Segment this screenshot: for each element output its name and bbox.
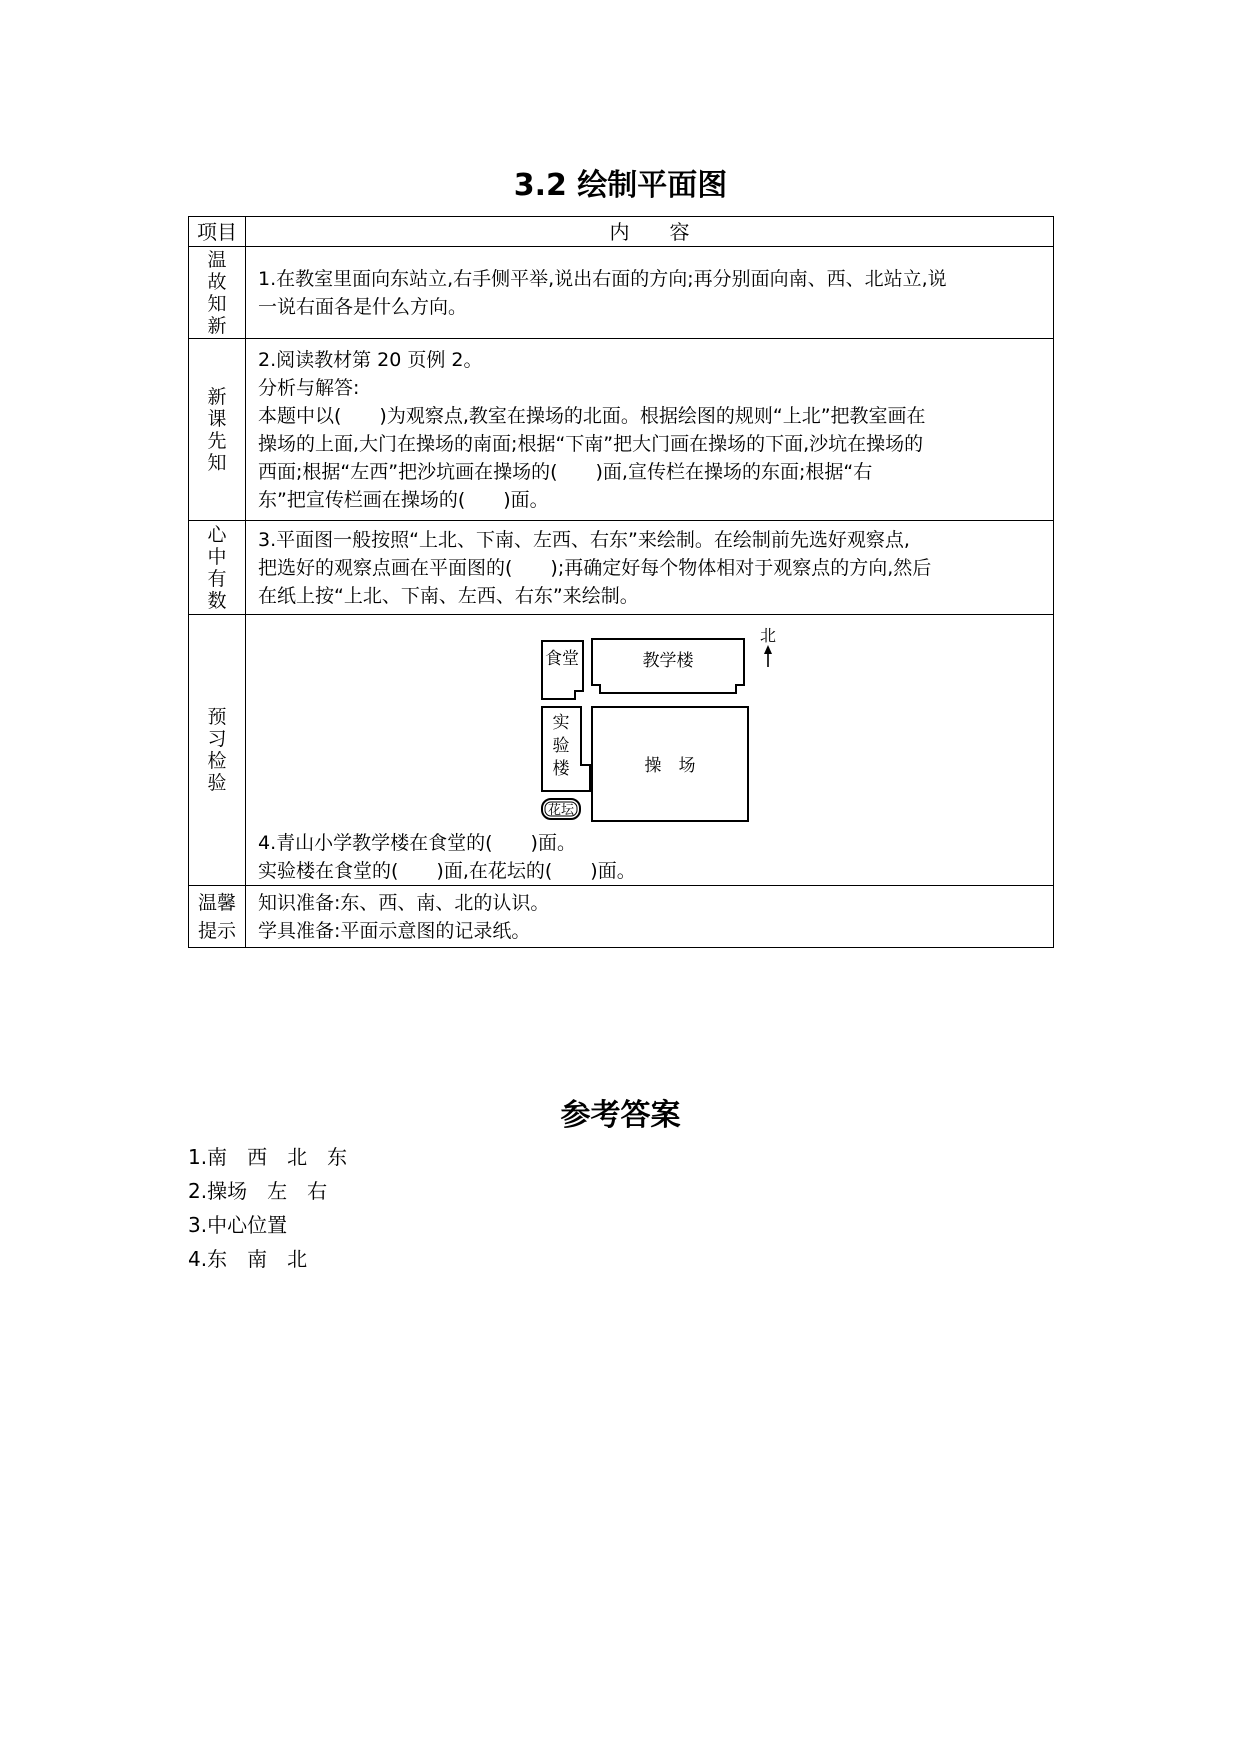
answer-item: 3.中心位置 <box>188 1213 288 1237</box>
row-label-char: 课 <box>207 407 227 430</box>
row-label <box>189 521 246 615</box>
content-line: 一说右面各是什么方向。 <box>258 295 468 318</box>
answer-item: 2.操场 左 右 <box>188 1179 328 1203</box>
row-label-char: 中 <box>207 545 227 568</box>
content-line: 实验楼在食堂的( )面,在花坛的( )面。 <box>258 860 636 882</box>
header-content: 内 容 <box>246 217 1054 247</box>
row-label-char: 新 <box>207 314 227 337</box>
row-label-char: 习 <box>207 728 227 750</box>
answer-item: 4.东 南 北 <box>188 1247 308 1271</box>
table-row <box>189 886 1054 948</box>
row-content <box>246 339 1054 521</box>
north-label: 北 <box>759 626 777 645</box>
row-label-line: 温馨 <box>197 891 236 914</box>
content-line: 3.平面图一般按照“上北、下南、左西、右东”来绘制。在绘制前先选好观察点, <box>258 528 910 551</box>
page-title: 3.2 绘制平面图 <box>513 168 728 203</box>
canteen-label: 食堂 <box>545 649 579 669</box>
content-line: 知识准备:东、西、南、北的认识。 <box>258 891 550 914</box>
content-line: 操场的上面,大门在操场的南面;根据“下南”把大门画在操场的下面,沙坑在操场的 <box>258 432 924 455</box>
row-label <box>189 886 246 948</box>
answers-list <box>188 1140 347 1276</box>
content-line: 把选好的观察点画在平面图的( );再确定好每个物体相对于观察点的方向,然后 <box>258 556 932 579</box>
answers-title: 参考答案 <box>560 1098 681 1133</box>
lab-building-label-char: 实 <box>552 713 570 733</box>
row-label-char: 检 <box>207 750 227 772</box>
header-item: 项目 <box>189 217 246 247</box>
answer-item: 1.南 西 北 东 <box>188 1145 348 1169</box>
row-label <box>189 339 246 521</box>
school-plan-diagram <box>258 615 1043 829</box>
content-line: 1.在教室里面向东站立,右手侧平举,说出右面的方向;再分别面向南、西、北站立,说 <box>258 267 947 290</box>
teaching-building-label: 教学楼 <box>642 651 694 671</box>
row-label-char: 有 <box>207 567 227 590</box>
content-line: 学具准备:平面示意图的记录纸。 <box>258 919 531 942</box>
table-row <box>189 247 1054 339</box>
row-content <box>246 247 1054 339</box>
table-row <box>189 521 1054 615</box>
row-label-char: 心 <box>207 523 227 546</box>
table-row <box>189 339 1054 521</box>
row-label-char: 数 <box>207 589 227 612</box>
content-line: 东”把宣传栏画在操场的( )面。 <box>258 488 549 511</box>
lab-building-label-char: 楼 <box>552 759 570 779</box>
content-line: 西面;根据“左西”把沙坑画在操场的( )面,宣传栏在操场的东面;根据“右 <box>258 460 873 483</box>
table-header-row <box>189 217 1054 247</box>
row-label-char: 故 <box>207 270 227 293</box>
row-label-char: 验 <box>207 772 227 794</box>
flower-bed-label: 花坛 <box>547 803 575 818</box>
lab-building-label-char: 验 <box>552 736 570 756</box>
row-label-char: 预 <box>207 706 227 728</box>
row-label <box>189 615 246 886</box>
row-label-char: 知 <box>207 451 227 474</box>
row-label <box>189 247 246 339</box>
row-label-line: 提示 <box>197 919 236 942</box>
row-content <box>246 521 1054 615</box>
table-row <box>189 615 1054 886</box>
row-label-char: 新 <box>207 385 227 408</box>
content-line: 本题中以( )为观察点,教室在操场的北面。根据绘图的规则“上北”把教室画在 <box>258 404 926 427</box>
content-line: 2.阅读教材第 20 页例 2。 <box>258 348 483 371</box>
row-label-char: 先 <box>207 429 227 452</box>
row-content <box>246 615 1054 886</box>
row-label-char: 温 <box>207 248 227 271</box>
content-line: 在纸上按“上北、下南、左西、右东”来绘制。 <box>258 584 639 607</box>
content-line: 4.青山小学教学楼在食堂的( )面。 <box>258 832 576 854</box>
content-line: 分析与解答: <box>258 376 360 399</box>
row-label-char: 知 <box>207 292 227 315</box>
playground-label: 操 场 <box>644 756 696 776</box>
worksheet-table <box>188 216 1054 948</box>
row-content <box>246 886 1054 948</box>
